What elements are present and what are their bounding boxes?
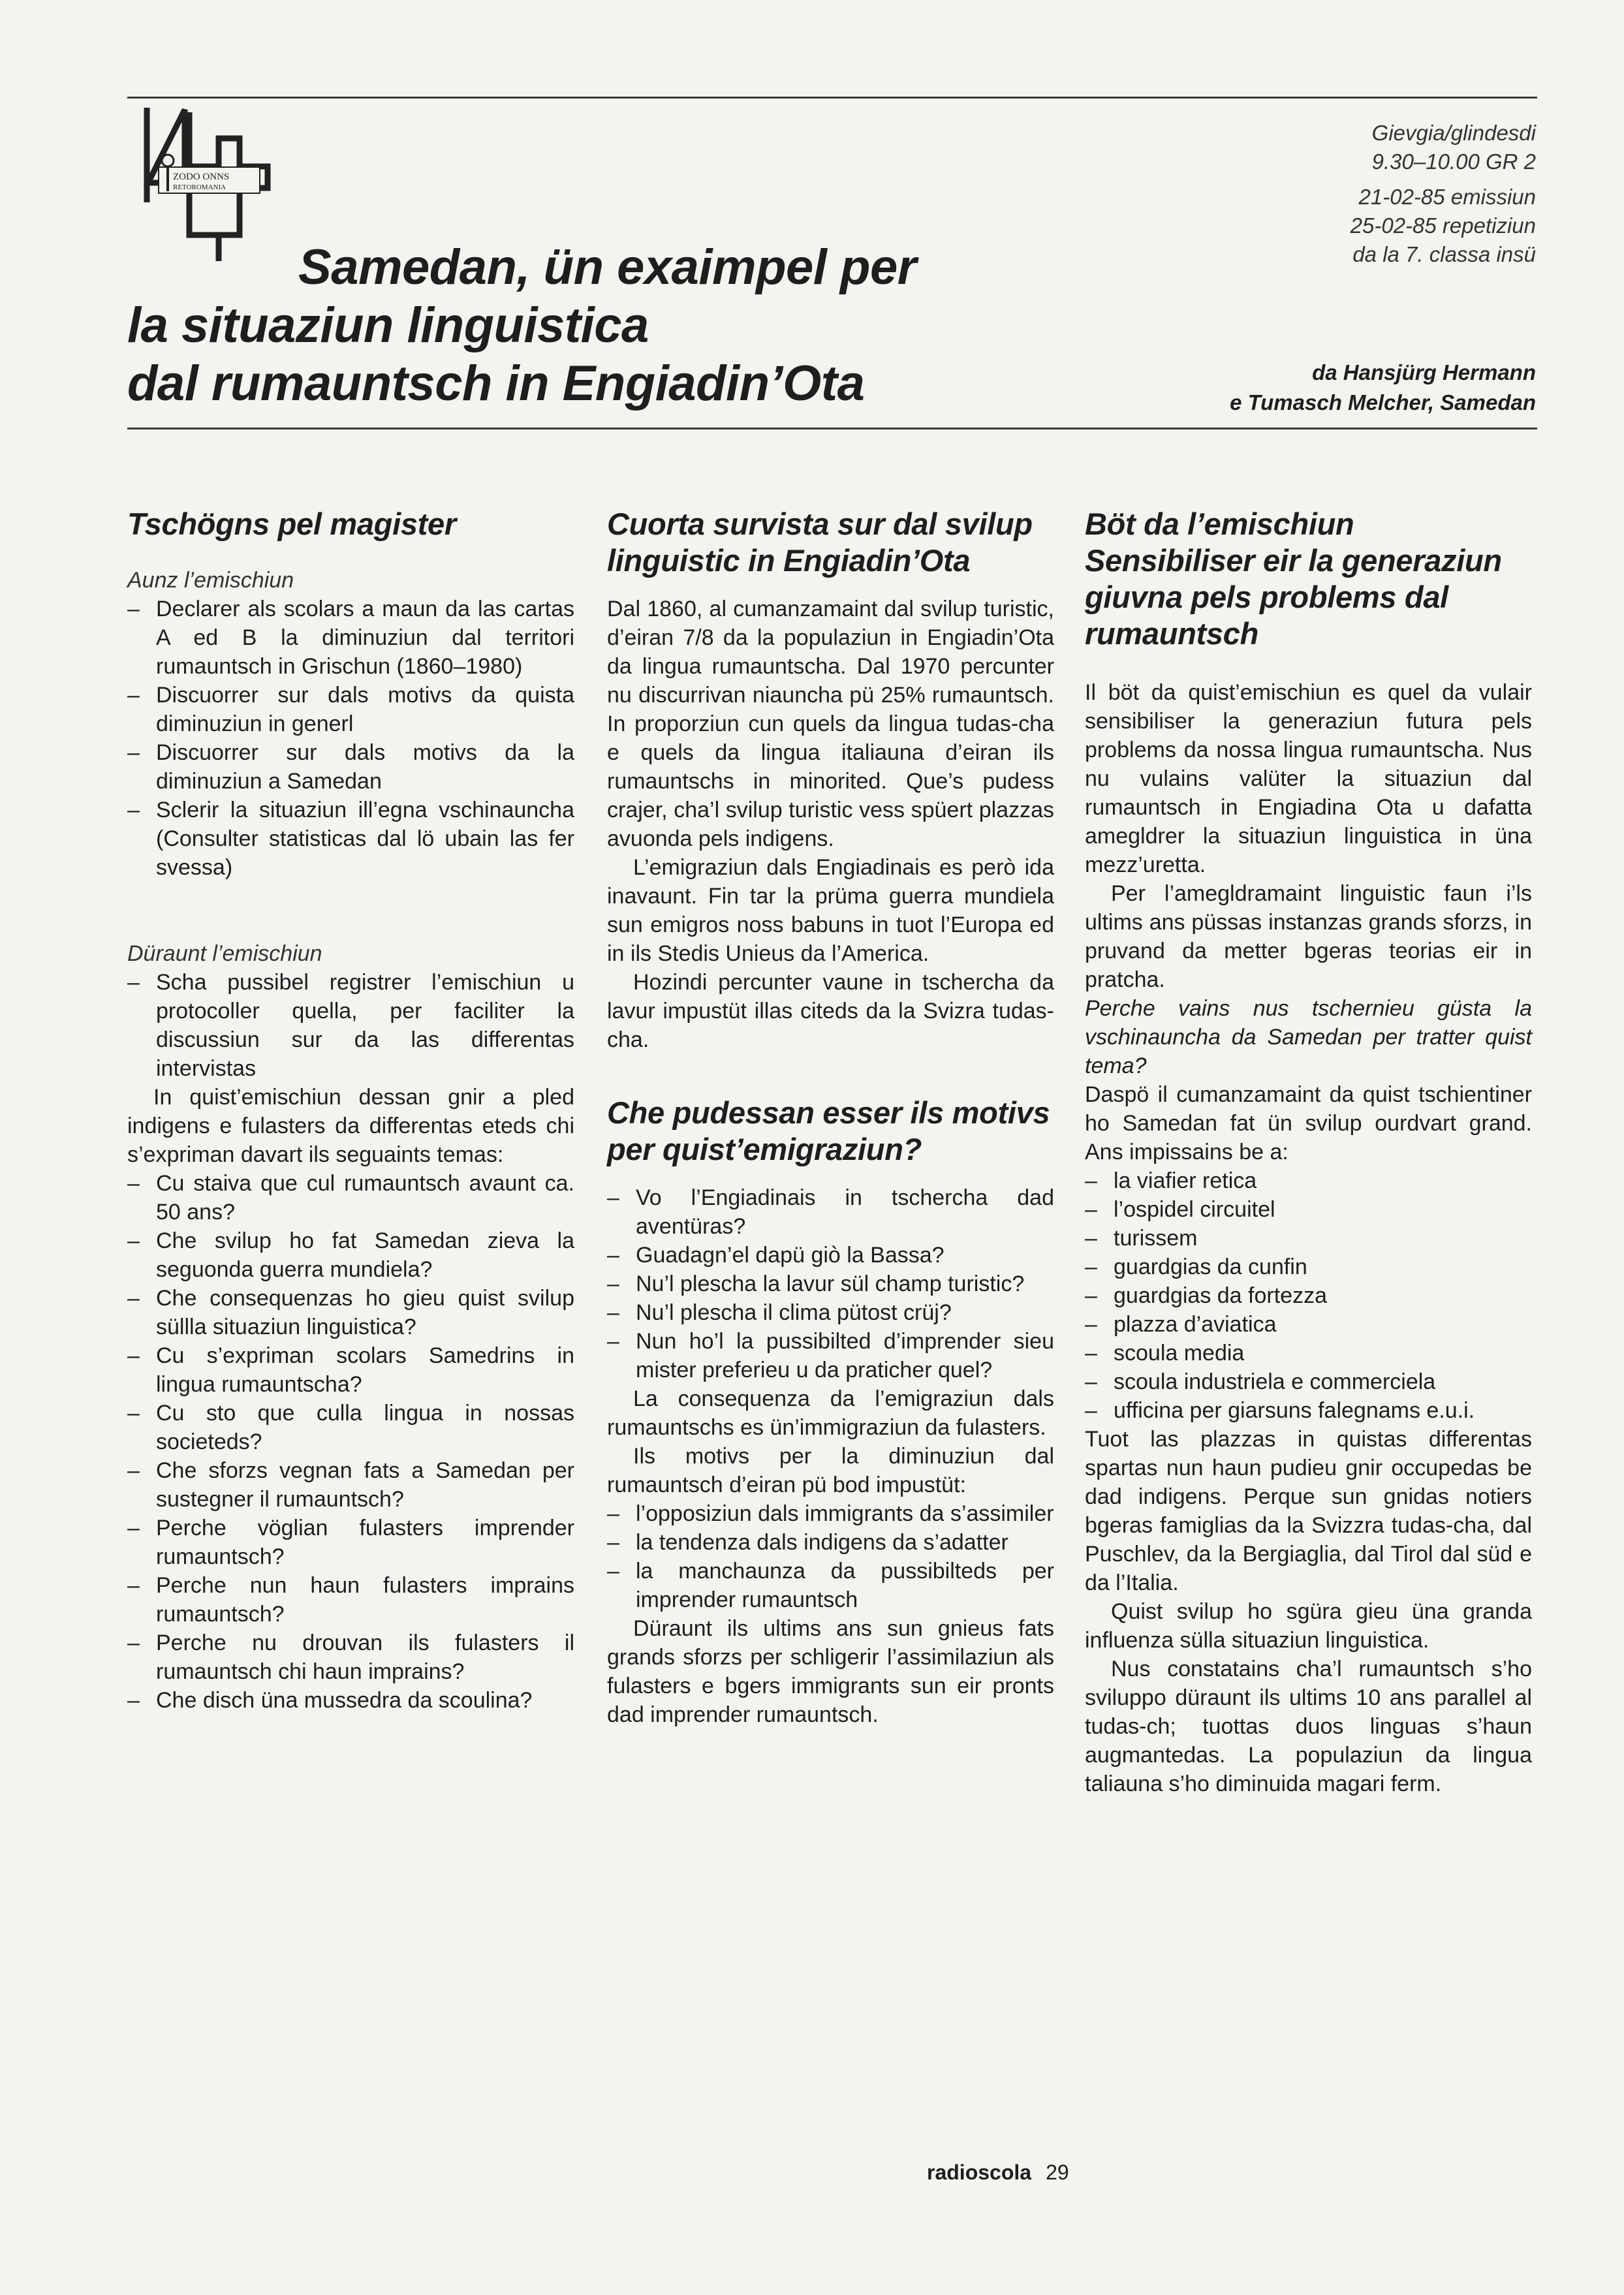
list-item: – Cu sto que culla lingua in nossas societeds?	[127, 1399, 574, 1456]
column-overview	[607, 506, 1054, 1729]
list-item: – Che sforzs vegnan fats a Samedan per sustegner il rumauntsch?	[127, 1456, 574, 1514]
top-rule	[127, 97, 1537, 99]
header-bottom-rule	[127, 428, 1537, 429]
title-line-3: dal rumauntsch in Engiadin’Ota	[127, 356, 865, 411]
list-item: – la viafier retica	[1085, 1166, 1532, 1195]
list-item: – Nu’l plescha il clima pütost crüj?	[607, 1298, 1054, 1327]
page-number: 29	[1046, 2161, 1069, 2184]
list	[127, 1169, 574, 1715]
paragraph: L’emigraziun dals Engiadinais es però ida inavaunt. Fin tar la prüma guerra mundiela sun emigros noss babuns in tuot l’Europa ed in ils Stedis Unieus da l’America.	[607, 855, 1054, 966]
section-heading: Cuorta survista sur dal svilup linguistic in Engiadin’Ota	[607, 507, 1033, 578]
date-line: 21-02-85 emissiun	[1358, 185, 1536, 209]
list-item: – la tendenza dals indigens da s’adatter	[607, 1528, 1054, 1557]
list-item: – Che consequenzas ho gieu quist svilup süllla situaziun linguistica?	[127, 1284, 574, 1341]
paragraph: Daspö il cumanzamaint da quist tschientiner ho Samedan fat ün svilup ourdvart grand. Ans impissains be a:	[1085, 1082, 1532, 1164]
paragraph: In quist’emischiun dessan gnir a pled indigens e fulasters da differentas eteds chi s’expriman davart ils seguaints temas:	[127, 1085, 574, 1167]
list-item: – Scha pussibel registrer l’emischiun u protocoller quella, per faciliter la discussiun sur da las differentas intervistas	[127, 968, 574, 1083]
column-goal	[1085, 506, 1532, 1798]
list-item: – plazza d’aviatica	[1085, 1310, 1532, 1339]
title-line-1: Samedan, ün exaimpel per	[298, 240, 916, 295]
list	[127, 968, 574, 1083]
date-line: da la 7. classa insü	[1352, 242, 1536, 266]
column-teacher-notes	[127, 506, 574, 1715]
paragraph: Il böt da quist’emischiun es quel da vulair sensibiliser la generaziun futura pels problems da nossa lingua rumauntscha. Nus nu vulains valüter la situaziun dal rumauntsch in Engiadina Ota u dafatta amegldrer la situaziun linguistica in üna mezz’uretta.	[1085, 680, 1532, 877]
broadcast-schedule	[1372, 119, 1536, 176]
logo-graphic	[127, 104, 284, 261]
paragraph: Tuot las plazzas in quistas differentas spartas nun haun pudieu gnir occupedas be dad indigens. Perque sun gnidas notiers bgeras famiglias da la Svizzra tudas-cha, dal Puschlev, da la Bergiaglia, dal Tirol dal süd e da l’Italia.	[1085, 1427, 1532, 1595]
list	[127, 595, 574, 882]
list-item: – l’ospidel circuitel	[1085, 1195, 1532, 1224]
list	[607, 1183, 1054, 1384]
section-heading: Böt da l’emischiun Sensibiliser eir la generaziun giuvna pels problems dal rumauntsch	[1085, 507, 1502, 651]
list-item: – Discuorrer sur dals motivs da quista diminuziun in generl	[127, 681, 574, 738]
paragraph: Ils motivs per la diminuziun dal rumauntsch d’eiran pü bod impustüt:	[607, 1444, 1054, 1497]
list-item: – la manchaunza da pussibilteds per imprender rumauntsch	[607, 1557, 1054, 1614]
publication-name: radioscola	[927, 2161, 1032, 2184]
list-item: – Nun ho’l la pussibilted d’imprender sieu mister preferieu u da praticher quel?	[607, 1327, 1054, 1384]
schedule-line: 9.30–10.00 GR 2	[1371, 149, 1536, 174]
list-item: – scoula media	[1085, 1339, 1532, 1367]
paragraph: Dal 1860, al cumanzamaint dal svilup turistic, d’eiran 7/8 da la populaziun in Engiadin’Ota da lingua rumauntscha. Dal 1970 percunter nu discurrivan niauncha pü 25% rumauntsch. In proporziun cun quels da lingua tudas-cha e quels da lingua italiauna d’eiran ils rumauntschs in minorited. Que’s pudess crajer, cha’l svilup turistic vess spüert plazzas avuonda pels indigens.	[607, 597, 1054, 851]
list-item: – Perche vöglian fulasters imprender rumauntsch?	[127, 1514, 574, 1571]
list-item: – guardgias da fortezza	[1085, 1281, 1532, 1310]
authors	[1230, 358, 1536, 418]
schedule-line: Gievgia/glindesdi	[1371, 121, 1536, 145]
paragraph: Nus constatains cha’l rumauntsch s’ho sviluppo düraunt ils ultims 10 ans parallel al tudas-ch; tuottas duos linguas s’haun augmantedas. La populaziun da lingua taliauna s’ho diminuida magari ferm.	[1085, 1657, 1532, 1796]
subheading: Aunz l’emischiun	[127, 568, 294, 593]
list-item: – Cu staiva que cul rumauntsch avaunt ca. 50 ans?	[127, 1169, 574, 1226]
list-item: – turissem	[1085, 1224, 1532, 1253]
broadcast-dates	[1351, 183, 1536, 269]
title-line-2: la situaziun linguistica	[127, 298, 649, 353]
list-item: – scoula industriela e commerciela	[1085, 1367, 1532, 1396]
list-item: – Nu’l plescha la lavur sül champ turistic?	[607, 1270, 1054, 1298]
list-item: – l’opposiziun dals immigrants da s’assimiler	[607, 1499, 1054, 1528]
list-item: – Cu s’expriman scolars Samedrins in lingua rumauntscha?	[127, 1341, 574, 1399]
page-footer	[927, 2161, 1069, 2185]
date-line: 25-02-85 repetiziun	[1350, 213, 1536, 238]
paragraph: Quist svilup ho sgüra gieu üna granda influenza sülla situaziun linguistica.	[1085, 1599, 1532, 1653]
paragraph: Hozindi percunter vaune in tschercha da lavur impustüt illas citeds da la Svizra tudas-cha.	[607, 970, 1054, 1052]
list-item: – Sclerir la situaziun ill’egna vschinauncha (Consulter statisticas dal lö ubain las fer svessa)	[127, 796, 574, 882]
list-item: – Vo l’Engiadinais in tschercha dad aventüras?	[607, 1183, 1054, 1241]
author-line: e Tumasch Melcher, Samedan	[1230, 390, 1536, 414]
list-item: – Che disch üna mussedra da scoulina?	[127, 1686, 574, 1715]
list-item: – guardgias da cunfin	[1085, 1253, 1532, 1281]
paragraph: La consequenza da l’emigraziun dals rumauntschs es ün’immigraziun da fulasters.	[607, 1386, 1054, 1440]
subheading: Düraunt l’emischiun	[127, 941, 322, 966]
section-heading: Tschögns pel magister	[127, 507, 456, 541]
question: Perche vains nus tschernieu güsta la vschinauncha da Samedan per tratter quist tema?	[1085, 996, 1532, 1078]
list-item: – ufficina per giarsuns falegnams e.u.i.	[1085, 1396, 1532, 1425]
author-line: da Hansjürg Hermann	[1312, 360, 1536, 384]
logo-text-bottom: RETOROMANIA	[173, 183, 226, 191]
paragraph: Per l’amegldramaint linguistic faun i’ls ultims ans püssas instanzas grands sforzs, in pruvand da metter bgeras teorias eir in pratcha.	[1085, 881, 1532, 992]
list-item: – Declarer als scolars a maun da las cartas A ed B la diminuziun dal territori rumauntsch in Grischun (1860–1980)	[127, 595, 574, 681]
logo	[127, 104, 284, 261]
list	[607, 1499, 1054, 1614]
section-heading: Che pudessan esser ils motivs per quist’emigraziun?	[607, 1095, 1050, 1166]
page-title	[127, 238, 1074, 413]
list	[1085, 1166, 1532, 1425]
list-item: – Perche nu drouvan ils fulasters il rumauntsch chi haun imprains?	[127, 1629, 574, 1686]
list-item: – Perche nun haun fulasters imprains rumauntsch?	[127, 1571, 574, 1629]
list-item: – Guadagn’el dapü giò la Bassa?	[607, 1241, 1054, 1270]
paragraph: Düraunt ils ultims ans sun gnieus fats grands sforzs per schligerir l’assimilaziun als fulasters e bgers immigrants sun eir pronts dad imprender rumauntsch.	[607, 1616, 1054, 1727]
list-item: – Discuorrer sur dals motivs da la diminuziun a Samedan	[127, 738, 574, 796]
list-item: – Che svilup ho fat Samedan zieva la seguonda guerra mundiela?	[127, 1226, 574, 1284]
logo-text-top: ZODO ONNS	[173, 172, 230, 182]
